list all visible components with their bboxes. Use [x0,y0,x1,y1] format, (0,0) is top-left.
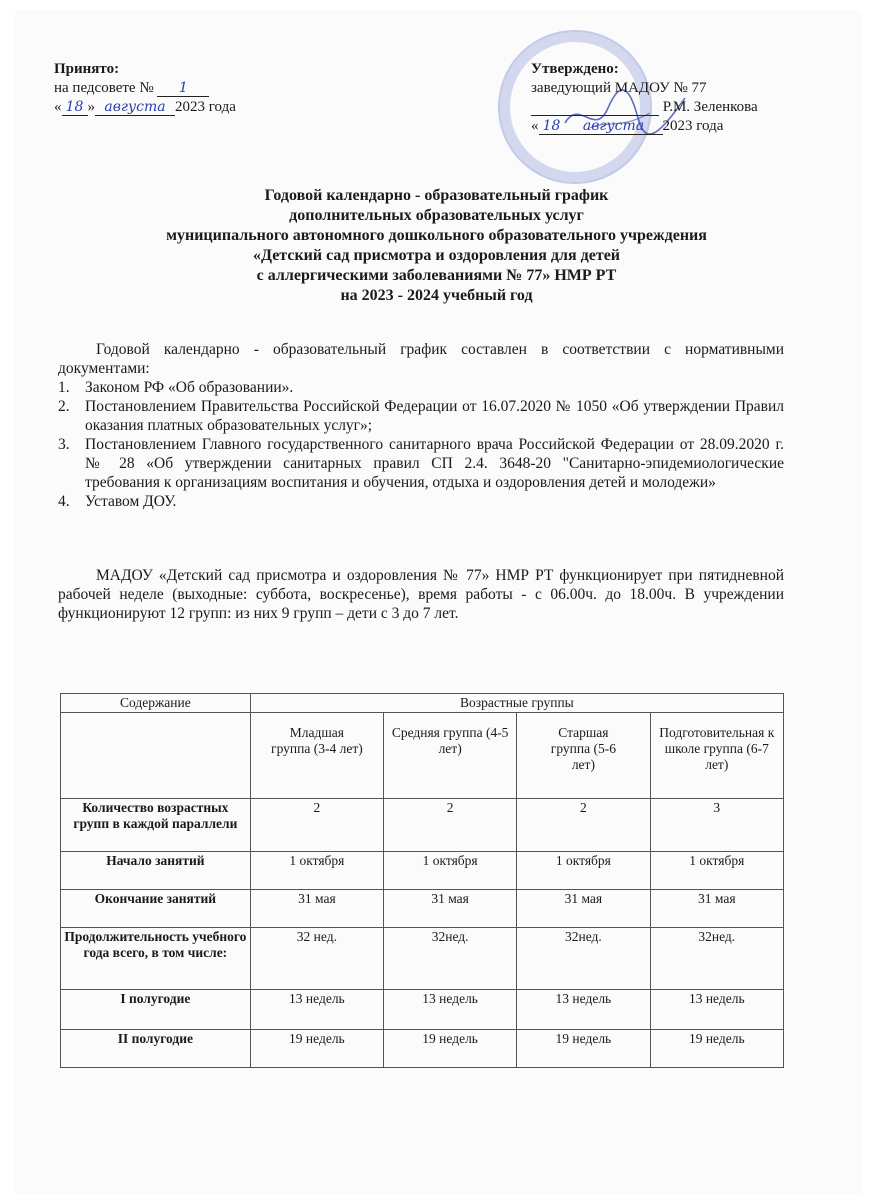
protocol-number: 1 [157,80,209,97]
approved-year: 2023 года [175,99,236,115]
table-groups-row [61,713,784,799]
list-item-text: Постановлением Правительства Российской Федерации от 16.07.2020 № 1050 «Об утверждении Правил оказания платных образовательных услуг»; [85,398,784,434]
table-cell: 1 октября [517,852,650,890]
table-cell: 32нед. [650,928,783,990]
head-name: Р.М. Зеленкова [662,99,758,115]
document-title [0,186,873,306]
approved-date-line [54,98,236,117]
group-name: Подготовительная к школе группа (6-7 лет) [650,713,783,799]
table-cell: 2 [517,799,650,852]
list-item-text: Законом РФ «Об образовании». [85,379,294,396]
row-label: I полугодие [61,990,251,1030]
operating-paragraph: МАДОУ «Детский сад присмотра и оздоровления № 77» НМР РТ функционирует при пятидневной рабочей неделе (выходные: суббота, воскресенье), время работы - с 06.00ч. до 18.00ч. В учреждении функционируют 12 групп: из них 9 групп – дети с 3 до 7 лет. [58,567,784,622]
title-line: дополнительных образовательных услуг [289,207,584,224]
table-cell: 19 недель [384,1030,517,1068]
approved-day: 18 [62,99,88,116]
list-item-text: Постановлением Главного государственного санитарного врача Российской Федерации от 28.09.2020 г. № 28 «Об утверждении санитарных правил СП 2.4. 3648-20 "Санитарно-эпидемиологические требования к организациям воспитания и обучения, отдыха и оздоровления детей и молодежи» [85,436,784,491]
header-age-groups: Возрастные группы [250,694,783,713]
table-cell: 1 октября [250,852,383,890]
regulations-list [58,378,784,511]
title-line: Годовой календарно - образовательный график [264,187,609,204]
table-row [61,890,784,928]
table-row [61,928,784,990]
title-line: на 2023 - 2024 учебный год [340,287,533,304]
row-label: Количество возрастных групп в каждой параллели [61,799,251,852]
list-item [58,435,784,492]
confirmed-heading: Утверждено: [531,61,619,77]
group-name: Младшая группа (3-4 лет) [250,713,383,799]
approved-protocol-line [54,79,236,98]
table-cell: 1 октября [384,852,517,890]
schedule-table [60,693,784,1068]
table-cell: 13 недель [384,990,517,1030]
list-item-number: 4. [58,493,70,510]
table-cell: 31 мая [650,890,783,928]
table-cell: 19 недель [250,1030,383,1068]
table-row [61,990,784,1030]
table-cell: 13 недель [517,990,650,1030]
table-cell: 31 мая [384,890,517,928]
table-cell: 19 недель [517,1030,650,1068]
table-row [61,1030,784,1068]
table-cell-empty [61,713,251,799]
table-cell: 13 недель [650,990,783,1030]
list-item-number: 1. [58,379,70,396]
approved-protocol-label: на педсовете № [54,80,154,96]
table-cell: 13 недель [250,990,383,1030]
intro-section [58,340,784,511]
row-label: Продолжительность учебного года всего, в том числе: [61,928,251,990]
intro-lead: Годовой календарно - образовательный график составлен в соответствии с нормативными документами: [58,341,784,377]
approved-block [54,60,236,117]
table-cell: 32нед. [517,928,650,990]
list-item [58,492,784,511]
group-name: Старшая группа (5-6 лет) [517,713,650,799]
approved-quote-open: « [54,99,62,115]
approved-month: августа [95,99,175,116]
table-header-row [61,694,784,713]
table-cell: 32 нед. [250,928,383,990]
table-cell: 32нед. [384,928,517,990]
list-item [58,378,784,397]
approved-heading: Принято: [54,61,120,77]
title-line: муниципального автономного дошкольного образовательного учреждения [166,227,707,244]
table-cell: 31 мая [517,890,650,928]
confirmed-position: заведующий МАДОУ № 77 [531,80,707,96]
row-label: Окончание занятий [61,890,251,928]
table-cell: 31 мая [250,890,383,928]
table-row [61,799,784,852]
approved-quote-close: » [87,99,95,115]
confirmed-year: 2023 года [662,118,724,134]
row-label: II полугодие [61,1030,251,1068]
header-content: Содержание [61,694,251,713]
confirmed-block [531,60,758,136]
confirmed-quote-open: « [531,118,539,134]
list-item-text: Уставом ДОУ. [85,493,177,510]
row-label: Начало занятий [61,852,251,890]
table-cell: 2 [250,799,383,852]
table-cell: 1 октября [650,852,783,890]
title-line: с аллергическими заболеваниями № 77» НМР РТ [256,267,617,284]
confirmed-date-line [531,117,758,136]
group-name: Средняя группа (4-5 лет) [384,713,517,799]
confirmed-month: августа [565,118,663,135]
list-item [58,397,784,435]
list-item-number: 3. [58,436,70,453]
table-row [61,852,784,890]
table-cell: 3 [650,799,783,852]
confirmed-day: 18 [539,118,565,135]
table-cell: 19 недель [650,1030,783,1068]
table-cell: 2 [384,799,517,852]
confirmed-signature-line [531,98,758,117]
title-line: «Детский сад присмотра и оздоровления для детей [252,247,621,264]
list-item-number: 2. [58,398,70,415]
